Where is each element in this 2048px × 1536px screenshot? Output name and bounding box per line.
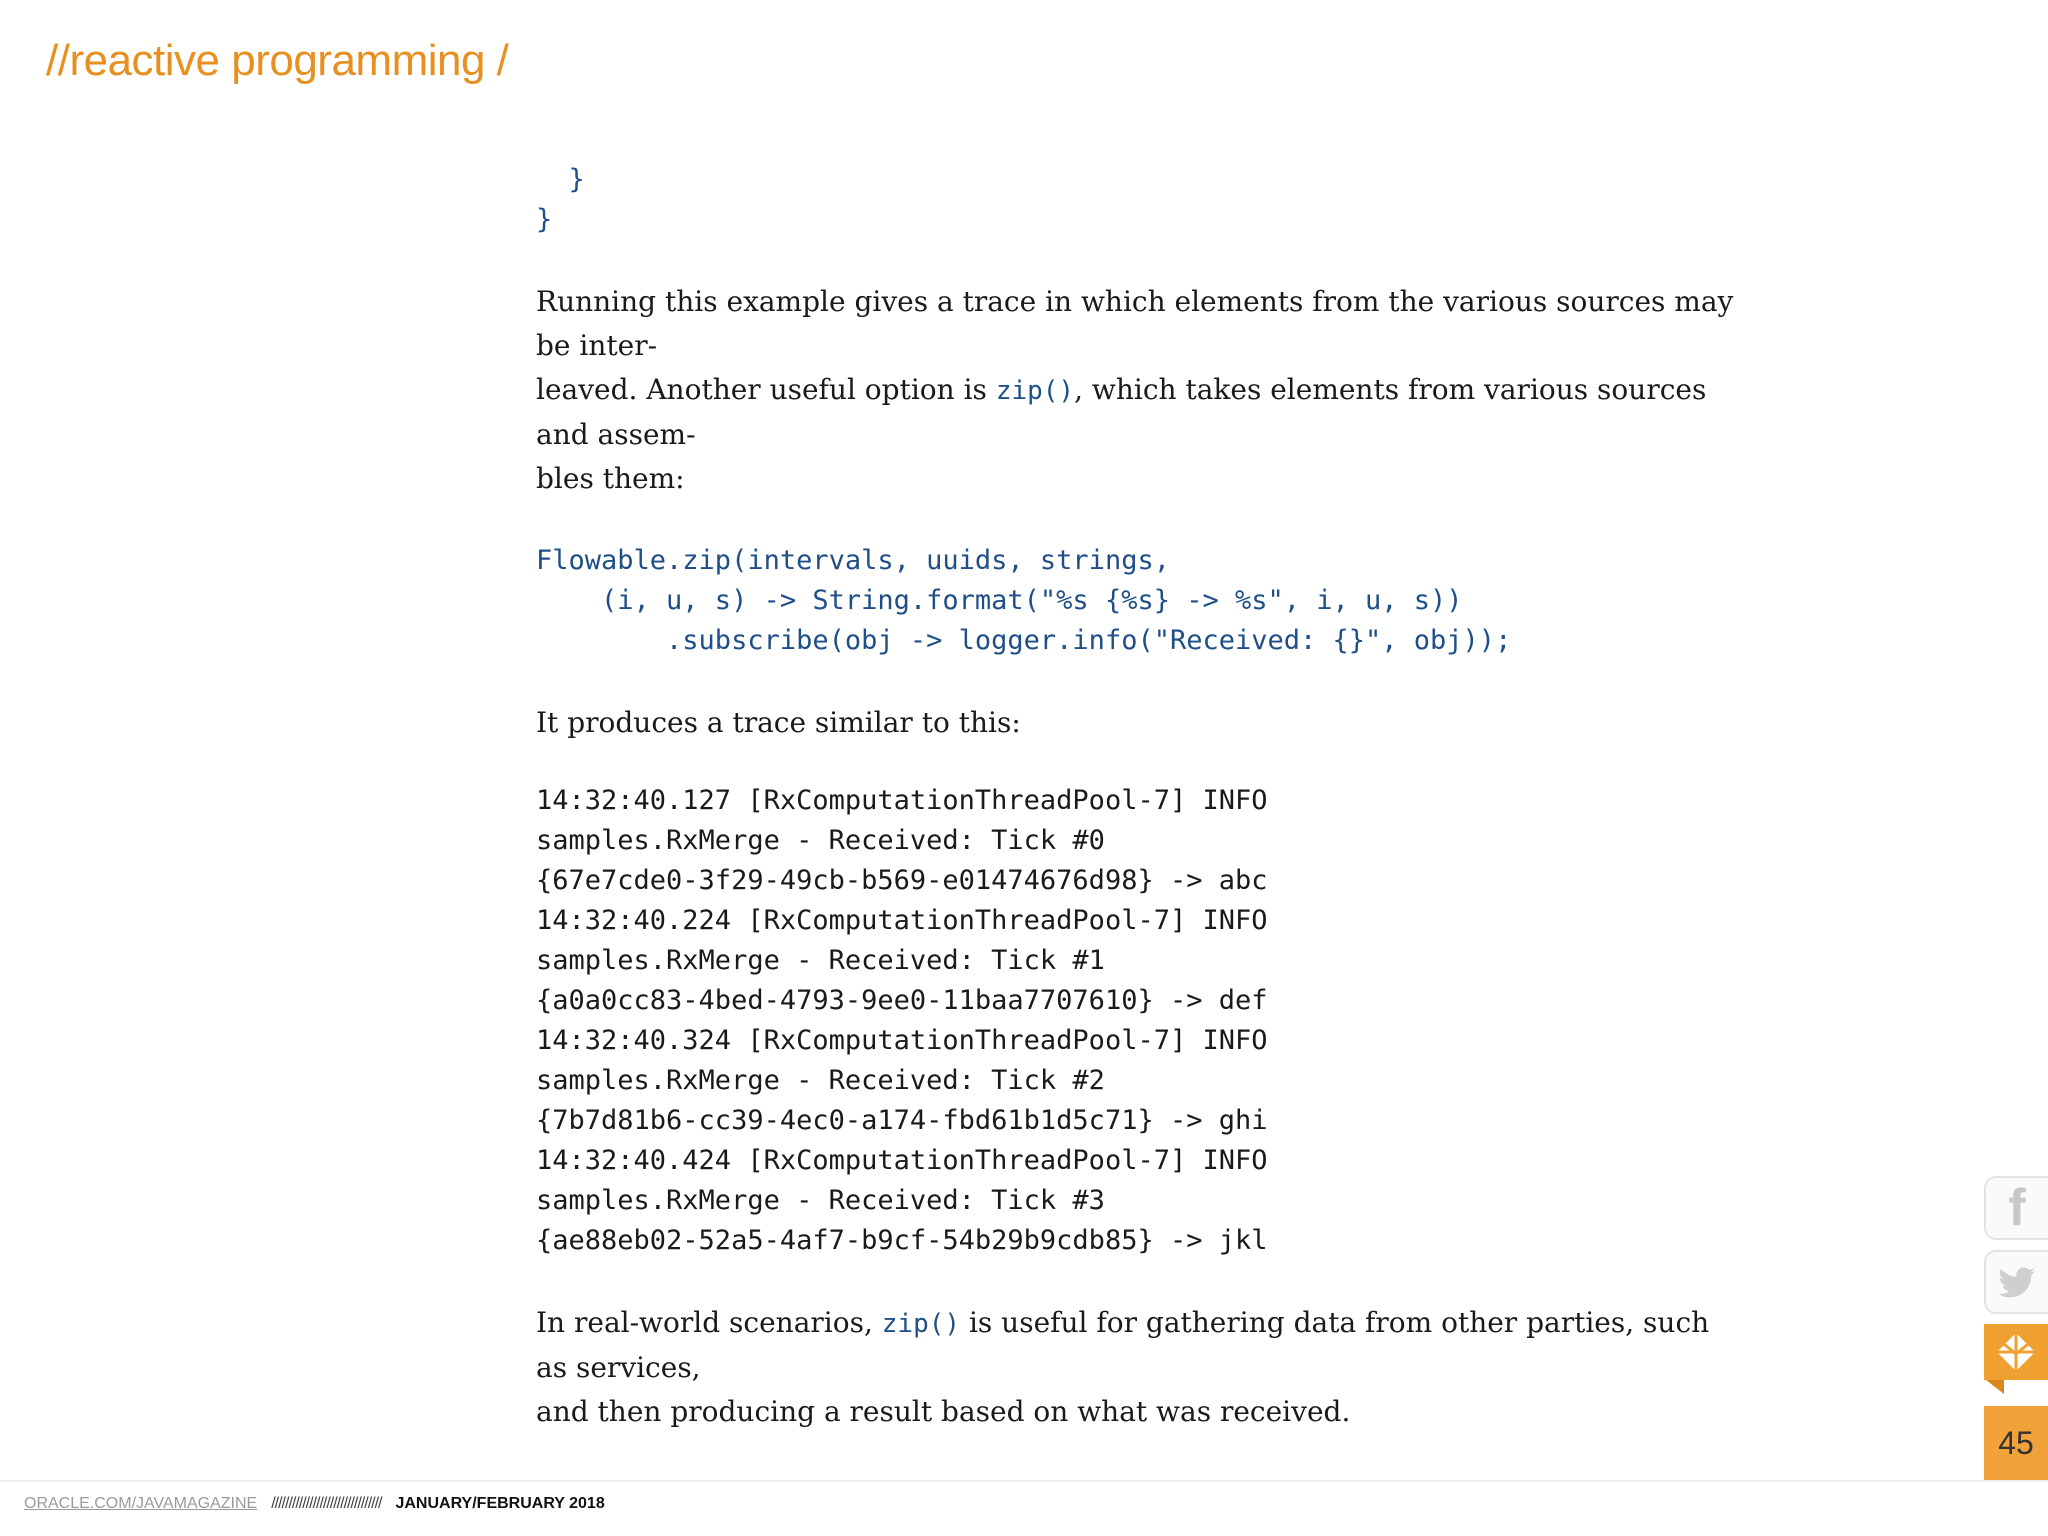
email-icon bbox=[1994, 1330, 2038, 1374]
facebook-icon: f bbox=[2008, 1179, 2026, 1237]
footer-divider bbox=[0, 1480, 2048, 1482]
twitter-icon bbox=[1997, 1265, 2037, 1299]
zip-code-block: Flowable.zip(intervals, uuids, strings, (i, u, s) -> String.format("%s {%s} -> %s", i, u, s)) .subscribe(obj -> logger.info("Received: {}", obj)); bbox=[536, 545, 1512, 656]
paragraph-intro: Running this example gives a trace in which elements from the various sources may be inter- leaved. Another useful option is zip(), which takes elements from various sources and assem- bles them: bbox=[536, 285, 1734, 495]
closing-braces-code: } } bbox=[536, 164, 585, 235]
footer-issue-date: JANUARY/FEBRUARY 2018 bbox=[395, 1495, 605, 1512]
paragraph-trace-intro: It produces a trace similar to this: bbox=[536, 706, 1021, 739]
page-number: 45 bbox=[1984, 1406, 2048, 1480]
facebook-share-button[interactable] bbox=[1984, 1176, 2048, 1240]
email-share-button[interactable] bbox=[1984, 1324, 2048, 1380]
twitter-share-button[interactable] bbox=[1984, 1250, 2048, 1314]
paragraph-conclusion: In real-world scenarios, zip() is useful for gathering data from other parties, such as services, and then producing a result based on what was received. bbox=[536, 1306, 1710, 1428]
inline-code-zip: zip() bbox=[995, 376, 1075, 406]
trace-output-block: 14:32:40.127 [RxComputationThreadPool-7] INFO samples.RxMerge - Received: Tick #0 {67e7cde0-3f29-49cb-b569-e01474676d98} -> abc 14:32:40.224 [RxComputationThreadPool-7] INFO samples.RxMerge - Received: Tick #1 {a0a0cc83-4bed-4793-9ee0-11baa7707610} -> def 14:32:40.324 [RxComputationThreadPool-7] INFO samples.RxMerge - Received: Tick #2 {7b7d81b6-cc39-4ec0-a174-fbd61b1d5c71} -> ghi 14:32:40.424 [RxComputationThreadPool-7] INFO samples.RxMerge - Received: Tick #3 {ae88eb02-52a5-4af7-b9cf-54b29b9cdb85} -> jkl bbox=[536, 785, 1268, 1256]
footer-slashes: //////////////////////////////// bbox=[271, 1495, 382, 1512]
section-header: //reactive programming / bbox=[46, 36, 509, 85]
article-body bbox=[536, 160, 1746, 1434]
email-button-tail bbox=[1986, 1380, 2004, 1394]
footer-magazine-link[interactable]: ORACLE.COM/JAVAMAGAZINE bbox=[24, 1495, 258, 1512]
inline-code-zip: zip() bbox=[881, 1309, 961, 1339]
footer bbox=[24, 1495, 605, 1513]
